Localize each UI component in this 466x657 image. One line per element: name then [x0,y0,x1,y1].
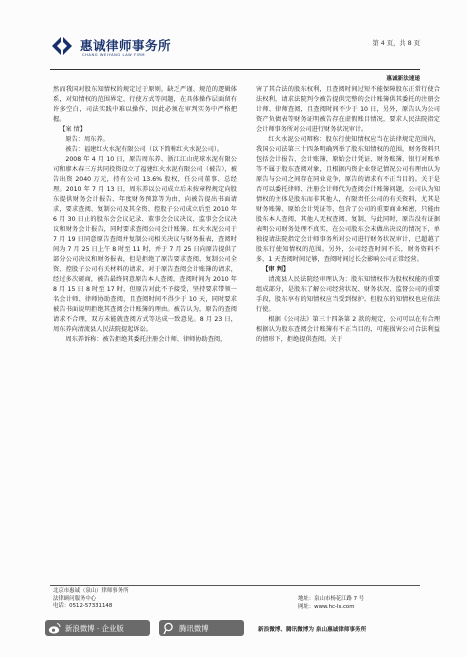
paragraph: 红火水泥公司辩称：股东行使知情权应当在法律规定范围内，我国公司法第三十四条明确列举了股东知情权的范围，财务资料只包括会计报告、会计账簿，原始会计凭证、财务账簿、银行对账单等不属于股东查阅对象，且根据内资企业登记情况公司有理由认为原告与公司之间存在同业竞争，原告的请求有不正当目的。关于是否可以委托律师、注册会计师代为查阅会计账簿问题，公司认为知情权的主体是股东而非其他人，有限责任公司的有关资料，尤其是财务账簿、原始会计凭证等，包含了公司的重要商业秘密，只能由股东本人查阅，其他人无权查阅、复制，与此同时，原告没有证据表明公司财务处理不真实，在公司股东会未做出决议的情况下，单独提请法院指定会计师事务所对公司进行财务状况审计，已超越了股东行使知情权的范围。另外，公司经查时间不长，财务资料不多，1 天查阅时间足够，查阅时间过长会影响公司正常经营。 [256,136,440,263]
paragraph: 根据《公司法》第三十四条第 2 款的规定，公司可以在有合理根据认为股东查阅会计账簿有不正当目的，可能损害公司合法利益的情形下，拒绝提供查阅。关于 [256,316,440,343]
page-number: 第 4 页，共 8 页 [372,40,420,47]
paragraph: 被告：福建红火水泥有限公司（以下简称红火水泥公司）。 [65,146,224,153]
header-divider [50,69,420,70]
section-heading-trial: 【审 判】 [262,266,290,273]
footer-contact [53,588,128,611]
sina-weibo-label: 新浪微博 · 企业版 [65,623,124,633]
footer-address-block [298,596,364,611]
right-column [256,85,440,345]
section-heading-case: 【案 情】 [59,126,86,133]
left-column [53,85,237,345]
footer-divider [50,585,420,586]
paragraph: 2008 年 4 月 10 日，原告周东养、浙江江山虎球水泥有限公司和廖木春三方共同投资设立了福建红火水泥有限公司（被告），被告出资 2040 万元，持有公司 13.6% 股权，任公司董事、总经理。2010 年 7 月 13 日，周东养以公司成立后未按章程规定向股东提供财务会计报告、年度财务预算等为由，向被告提出书面请求，要求查阅、复制公司及其全资、控股子公司成立后至 2010 年 6 月 30 日止的股东会会议记录、董事会会议决议、监事会会议决议和财务会计报告，同时要求查阅公司会计账簿。红火水泥公司于 7 月 19 日同意原告查阅并复制公司相关决议与财务报表，查阅时间为 7 月 25 日上午 8 时至 11 时，并于 7 月 25 日向原告提供了部分公司决议和财务报表，但是拒绝了原告要求查阅、复制公司全资、控股子公司有关材料的请求。对于原告查阅会计账簿的请求，经过多次磋商，被告最终同意原告本人查阅，查阅时间为 2010 年 8 月 15 日 8 时至 17 时，但原告对此不予接受，坚持要求带领一名会计师、律师协助查阅，且查阅时间不得少于 10 天，同时要求被告书面说明拒绝其查阅会计账簿的理由。被告认为，原告的查阅请求不合理，双方未能就查阅方式等达成一致意见。8 月 23 日，周东养向清流县人民法院提起诉讼。 [53,156,237,333]
paragraph: 清流县人民法院经审理认为：股东知情权作为股权权能的重要组成部分，是股东了解公司经营状况、财务状况、监督公司的重要手段，股东享有的知情权应当受到保护。但股东的知情权也应依法行使。 [256,276,440,313]
footer-phone: 电话：0512-57331148 [53,603,113,610]
tencent-weibo-icon [162,622,175,635]
tencent-weibo-badge[interactable] [159,620,244,636]
tencent-weibo-label: 腾讯微博 [179,623,209,633]
firm-name: 惠诚律师事务所 [80,38,172,53]
footer-company: 北京市惠诚（泉山）律师事务所 [53,588,129,594]
sina-weibo-badge[interactable] [45,620,150,636]
footer-website[interactable]: 网址：www.hc-ls.com [298,603,355,610]
paragraph: 周东养诉称：被告拒绝其委托注册会计师、律师协助查阅， [65,336,227,343]
firm-name-english: CHANG WEIYANG LAW FIRM [82,53,146,57]
footer-address: 地址：泉山市杨花江路 7 号 [298,596,365,602]
footer-note: 新浪微博、腾讯微博为 泉山惠诚律师事务所 [258,627,367,633]
weibo-icon [48,622,61,635]
firm-logo-icon [50,35,78,57]
paragraph: 然而我国对股东知情权的规定过于原则，缺乏严谨、规范的逻辑体系，对知情权的范围界定、行使方式等问题，在具体操作层面留有许多空白，司法实践中难以操作，因此必须在审判实务中严格把握。 [53,86,237,123]
footer-department: 法律顾问服务中心 [53,595,97,602]
paragraph: 害了其合法的股东权利，且查阅时间过短不能保障股东正常行使合法权利，请求法院判令被告提供完整的会计账簿供其委托的注册会计师、律师查阅，且查阅时间不少于 10 日，另外，原告认为公司资产负债表等财务证明被告存在虚假账目情况，要求人民法院指定会计师事务所对公司进行财务状况审计。 [256,86,440,133]
paragraph: 原告：周东养。 [65,136,109,143]
column-tag: 惠诚新法速递 [386,76,420,82]
